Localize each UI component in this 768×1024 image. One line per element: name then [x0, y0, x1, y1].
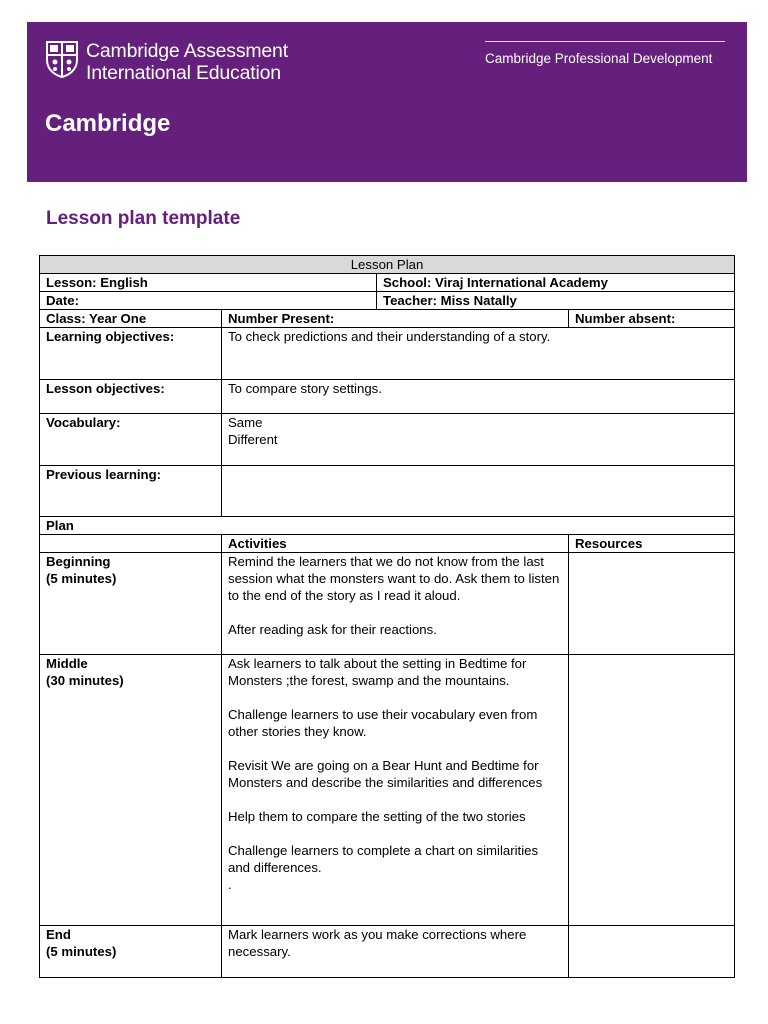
table-row: [40, 292, 735, 310]
table-row: [40, 655, 735, 926]
logo-line-1: Cambridge Assessment: [86, 40, 288, 62]
table-row: [40, 926, 735, 978]
lesson-objectives-value: To compare story settings.: [222, 380, 735, 414]
lesson-cell: Lesson: English: [40, 274, 377, 292]
class-cell: Class: Year One: [40, 310, 222, 328]
table-row: [40, 414, 735, 466]
date-cell: Date:: [40, 292, 377, 310]
table-heading-row: [40, 256, 735, 274]
table-row: [40, 274, 735, 292]
stage-name: Beginning (5 minutes): [40, 553, 222, 655]
cambridge-crest-icon: [45, 40, 79, 78]
table-row: [40, 328, 735, 380]
stage-resources: [569, 926, 735, 978]
table-row: [40, 380, 735, 414]
stage-header-blank: [40, 535, 222, 553]
table-heading: Lesson Plan: [40, 256, 735, 274]
vocabulary-label: Vocabulary:: [40, 414, 222, 466]
number-absent-cell: Number absent:: [569, 310, 735, 328]
table-row: [40, 535, 735, 553]
logo-text: [86, 40, 288, 84]
stage-name: Middle (30 minutes): [40, 655, 222, 926]
logo-line-2: International Education: [86, 62, 281, 84]
stage-activities: Ask learners to talk about the setting in Bedtime for Monsters ;the forest, swamp and the mountains. Challenge learners to use their vocabulary even from other stories they know. Revisit We are going on a Bear Hunt and Bedtime for Monsters and describe the similarities and differences Help them to compare the setting of the two stories Challenge learners to complete a chart on similarities and differences. .: [222, 655, 569, 926]
stage-name: End (5 minutes): [40, 926, 222, 978]
number-present-cell: Number Present:: [222, 310, 569, 328]
professional-development-label: Cambridge Professional Development: [485, 51, 713, 66]
table-row: [40, 553, 735, 655]
header-banner: [27, 22, 747, 182]
learning-objectives-value: To check predictions and their understanding of a story.: [222, 328, 735, 380]
table-row: [40, 310, 735, 328]
brand-title: Cambridge: [45, 110, 171, 137]
plan-label: Plan: [40, 517, 735, 535]
stage-resources: [569, 655, 735, 926]
lesson-plan-table: [39, 255, 735, 978]
table-row: [40, 466, 735, 517]
logo: [45, 40, 288, 84]
activities-header: Activities: [222, 535, 569, 553]
header-divider: [485, 41, 725, 42]
previous-learning-label: Previous learning:: [40, 466, 222, 517]
learning-objectives-label: Learning objectives:: [40, 328, 222, 380]
vocabulary-value: Same Different: [222, 414, 735, 466]
stage-resources: [569, 553, 735, 655]
school-cell: School: Viraj International Academy: [377, 274, 735, 292]
resources-header: Resources: [569, 535, 735, 553]
stage-activities: Mark learners work as you make corrections where necessary.: [222, 926, 569, 978]
previous-learning-value: [222, 466, 735, 517]
stage-activities: Remind the learners that we do not know from the last session what the monsters want to do. Ask them to listen to the end of the story as I read it aloud. After reading ask for their reactions.: [222, 553, 569, 655]
lesson-objectives-label: Lesson objectives:: [40, 380, 222, 414]
page-title: Lesson plan template: [46, 208, 241, 229]
table-row: [40, 517, 735, 535]
teacher-cell: Teacher: Miss Natally: [377, 292, 735, 310]
